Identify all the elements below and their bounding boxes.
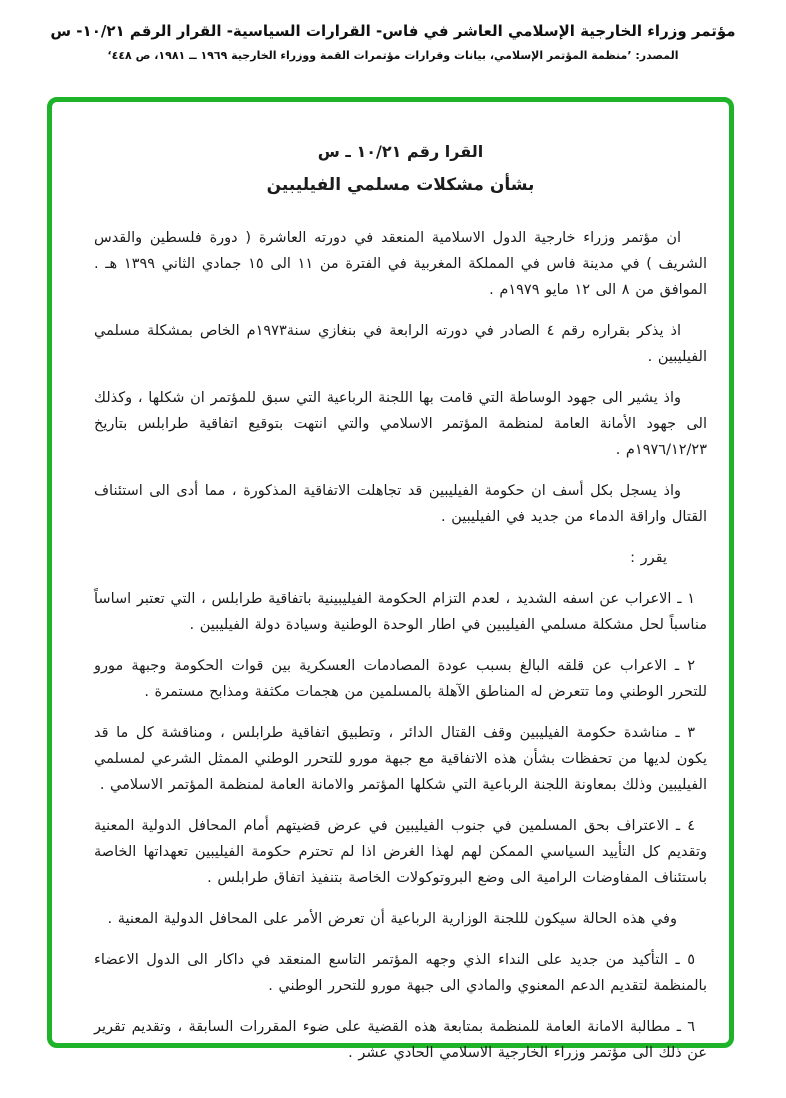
resolution-item-5: ٥ ـ التأكيد من جديد على النداء الذي وجهه المؤتمر التاسع المنعقد في داكار الى الدول الاعضاء بالمنظمة لتقديم الدعم المعنوي والمادي الى جبهة مورو للتحرر الوطني . <box>94 952 707 994</box>
preamble-paragraph-4: واذ يسجل بكل أسف ان حكومة الفيليبين قد تجاهلت الاتفاقية المذكورة ، مما أدى الى استئناف القتال واراقة الدماء من جديد في الفيليبين . <box>94 483 707 525</box>
header-citation-line: مؤتمر وزراء الخارجية الإسلامي العاشر في فاس- القرارات السياسية- القرار الرقم ١٠/٢١- س <box>50 22 736 40</box>
preamble-paragraph-1: ان مؤتمر وزراء خارجية الدول الاسلامية المنعقد في دورته العاشرة ( دورة فلسطين والقدس الشريف ) في مدينة فاس في المملكة المغربية في الفترة من ١١ الى ١٥ جمادي الثاني ١٣٩٩ هـ . الموافق من ٨ الى ١٢ مايو ١٩٧٩م . <box>94 230 707 298</box>
preamble-paragraph-3: واذ يشير الى جهود الوساطة التي قامت بها اللجنة الرباعية التي سبق للمؤتمر ان شكلها ، وكذلك الى جهود الأمانة العامة لمنظمة المؤتمر الاسلامي والتي انتهت بتوقيع اتفاقية طرابلس بتاريخ ١٩٧٦/١٢/٢٣م . <box>94 390 707 458</box>
resolution-item-3: ٣ ـ مناشدة حكومة الفيليبين وقف القتال الدائر ، وتطبيق اتفاقية طرابلس ، ومناقشة كل ما قد يكون لديها من تحفظات بشأن هذه الاتفاقية مع جبهة مورو للتحرر الوطني الممثل الشرعي لمسلمي الفيليبين وذلك بمعاونة اللجنة الرباعية التي شكلها المؤتمر والامانة العامة لمنظمة المؤتمر الاسلامي . <box>94 725 707 793</box>
resolution-item-6: ٦ ـ مطالبة الامانة العامة للمنظمة بمتابعة هذه القضية على ضوء المقررات السابقة ، وتقديم تقرير عن ذلك الى مؤتمر وزراء الخارجية الاسلامي الحادي عشر . <box>94 1019 707 1061</box>
header-source-line: المصدر: ’منظمة المؤتمر الإسلامي، بيانات وقرارات مؤتمرات القمة ووزراء الخارجية ١٩٦٩ ــ ١٩٨١، ص ٤٤٨‘ <box>107 49 679 62</box>
resolution-item-1: ١ ـ الاعراب عن اسفه الشديد ، لعدم التزام الحكومة الفيليبينية باتفاقية طرابلس ، التي تعتبر اساساً مناسباً لحل مشكلة مسلمي الفيليبين في اطار الوحدة الوطنية وسيادة دولة الفيليبين . <box>94 591 707 633</box>
document-border-frame <box>47 97 734 1061</box>
item-4-followup-note: وفي هذه الحالة سيكون لللجنة الوزارية الرباعية أن تعرض الأمر على المحافل الدولية المعنية . <box>107 911 677 927</box>
preamble-paragraph-2: اذ يذكر بقراره رقم ٤ الصادر في دورته الرابعة في بنغازي سنة١٩٧٣م الخاص بمشكلة مسلمي الفيليبين . <box>94 323 707 365</box>
resolution-item-4: ٤ ـ الاعتراف بحق المسلمين في جنوب الفيليبين في عرض قضيتهم أمام المحافل الدولية المعنية وتقديم كل التأييد السياسي الممكن لهم لهذا الغرض اذا لم تحترم حكومة الفيليبين تعهداتها الخاصة باستئناف المفاوضات الرامية الى وضع البروتوكولات الخاصة بتنفيذ اتفاق طرابلس . <box>94 818 707 886</box>
resolution-item-2: ٢ ـ الاعراب عن قلقه البالغ بسبب عودة المصادمات العسكرية بين قوات الحكومة وجبهة مورو للتحرر الوطني وما تتعرض له المناطق الآهلة بالمسلمين من هجمات مكثفة ومذابح مستمرة . <box>94 658 707 700</box>
resolution-subject-title: بشأن مشكلات مسلمي الفيليبين <box>266 175 535 195</box>
document-header <box>0 22 786 62</box>
resolution-number-title: القرا رقم ١٠/٢١ ـ س <box>317 142 484 161</box>
resolution-body <box>52 102 729 1066</box>
decides-label: يقرر : <box>630 550 667 566</box>
